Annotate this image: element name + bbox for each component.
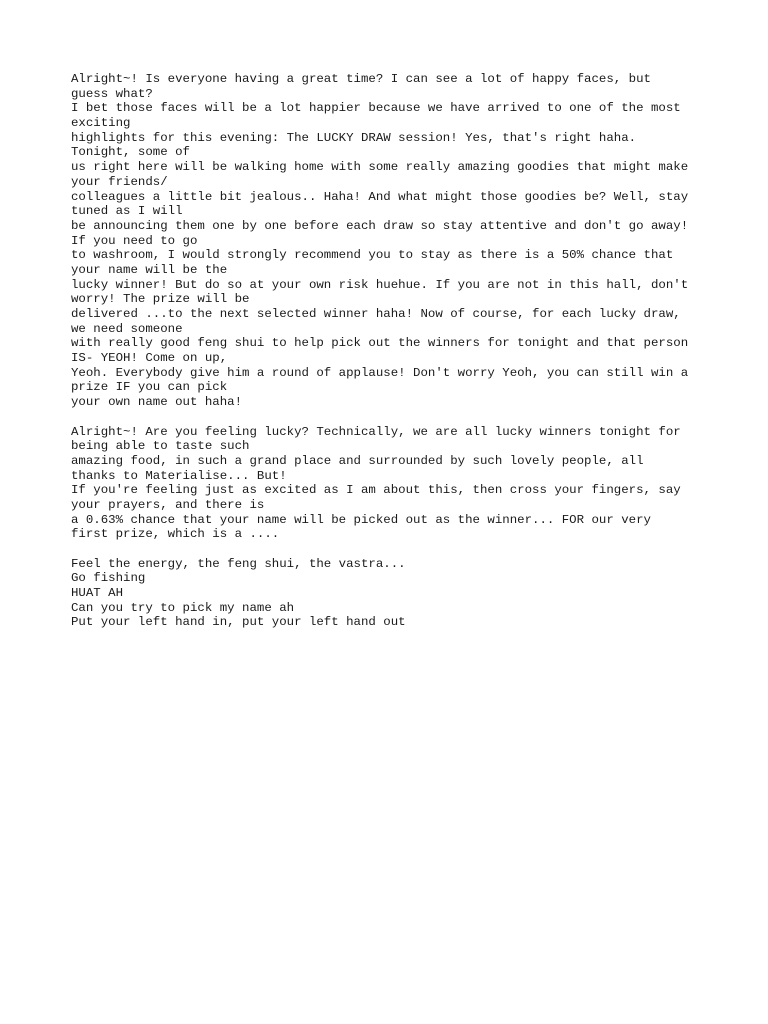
text-line: IS- YEOH! Come on up, [71,351,228,366]
text-line: If you need to go [71,233,198,248]
text-line: Alright~! Is everyone having a great time? I can see a lot of happy faces, but [71,72,651,86]
text-line: Feel the energy, the feng shui, the vastra... [71,556,406,571]
paragraph-lucky-draw-intro [71,72,711,410]
text-line: If you're feeling just as excited as I am about this, then cross your fingers, say [71,483,681,498]
text-line: us right here will be walking home with some really amazing goodies that might make [71,160,689,175]
text-line: Tonight, some of [71,145,190,160]
text-line: be announcing them one by one before each draw so stay attentive and don't go away! [71,218,689,233]
text-line: your friends/ [71,174,168,189]
text-line: we need someone [71,321,183,336]
text-line: lucky winner! But do so at your own risk huehue. If you are not in this hall, don't [71,277,689,292]
text-line: Put your left hand in, put your left hand out [71,615,406,630]
document-page [71,72,711,630]
paragraph-feeling-lucky [71,425,711,543]
text-line: HUAT AH [71,586,124,601]
paragraph-spacer [71,542,711,557]
text-line: being able to taste such [71,439,250,454]
paragraph-chants [71,557,711,630]
text-line: amazing food, in such a grand place and surrounded by such lovely people, all [71,453,644,468]
text-line: Yeoh. Everybody give him a round of applause! Don't worry Yeoh, you can still win a [71,365,689,380]
text-line: colleagues a little bit jealous.. Haha! And what might those goodies be? Well, stay [71,189,689,204]
text-line: first prize, which is a .... [71,527,280,542]
text-line: tuned as I will [71,204,183,219]
text-line: worry! The prize will be [71,292,250,307]
text-line: exciting [71,116,131,131]
text-line: prize IF you can pick [71,380,228,395]
text-line: Alright~! Are you feeling lucky? Technically, we are all lucky winners tonight for [71,424,681,439]
text-line: a 0.63% chance that your name will be picked out as the winner... FOR our very [71,512,651,527]
text-line: guess what? [71,86,153,101]
paragraph-spacer [71,410,711,425]
text-line: Can you try to pick my name ah [71,600,295,615]
text-line: your prayers, and there is [71,497,265,512]
text-line: highlights for this evening: The LUCKY DRAW session! Yes, that's right haha. [71,130,637,145]
text-line: delivered ...to the next selected winner haha! Now of course, for each lucky draw, [71,307,681,321]
text-line: Go fishing [71,571,146,586]
text-line: thanks to Materialise... But! [71,468,287,483]
text-line: I bet those faces will be a lot happier because we have arrived to one of the most [71,101,681,116]
text-line: with really good feng shui to help pick out the winners for tonight and that person [71,336,689,351]
text-line: your name will be the [71,262,228,277]
text-line: to washroom, I would strongly recommend you to stay as there is a 50% chance that [71,248,674,263]
text-line: your own name out haha! [71,395,243,410]
